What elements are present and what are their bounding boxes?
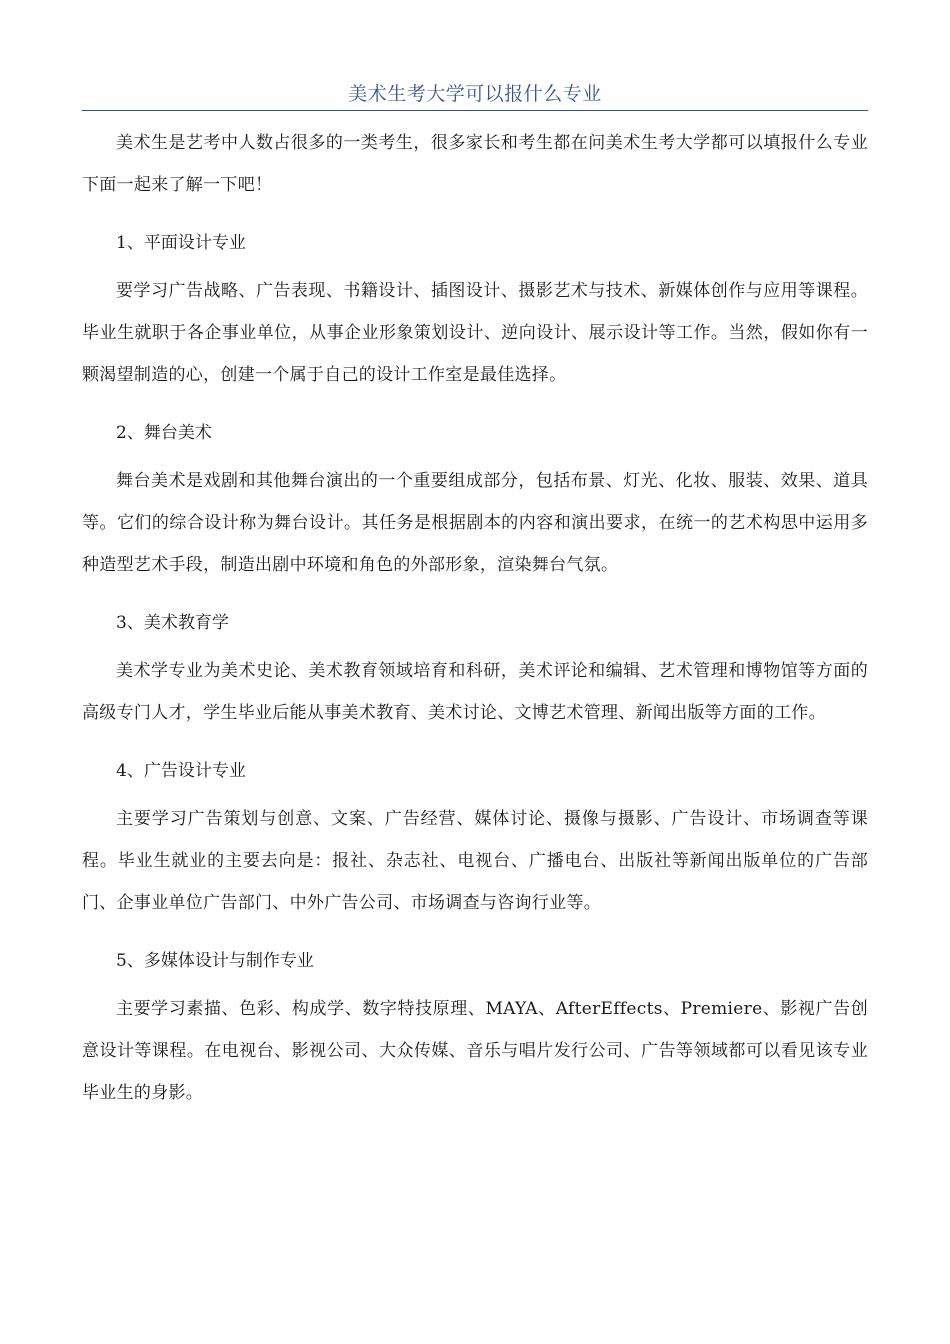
section-paragraph: 主要学习广告策划与创意、文案、广告经营、媒体讨论、摄像与摄影、广告设计、市场调查等课程。毕业生就业的主要去向是：报社、杂志社、电视台、广播电台、出版社等新闻出版单位的广告部门、企事业单位广告部门、中外广告公司、市场调查与咨询行业等。 — [82, 809, 868, 913]
document-body — [82, 122, 868, 1114]
section-paragraph: 要学习广告战略、广告表现、书籍设计、插图设计、摄影艺术与技术、新媒体创作与应用等课程。毕业生就职于各企事业单位，从事企业形象策划设计、逆向设计、展示设计等工作。当然，假如你有一颗渴望制造的心，创建一个属于自己的设计工作室是最佳选择。 — [82, 281, 868, 385]
section-heading: 4、广告设计专业 — [116, 761, 246, 781]
page-header — [82, 80, 868, 111]
section-heading: 2、舞台美术 — [116, 423, 212, 443]
page-title: 美术生考大学可以报什么专业 — [348, 83, 602, 105]
section-paragraph: 主要学习素描、色彩、构成学、数字特技原理、MAYA、AfterEffects、Premiere、影视广告创意设计等课程。在电视台、影视公司、大众传媒、音乐与唱片发行公司、广告等领域都可以看见该专业毕业生的身影。 — [82, 999, 869, 1103]
section-paragraph: 舞台美术是戏剧和其他舞台演出的一个重要组成部分，包括布景、灯光、化妆、服装、效果、道具等。它们的综合设计称为舞台设计。其任务是根据剧本的内容和演出要求，在统一的艺术构思中运用多种造型艺术手段，制造出剧中环境和角色的外部形象，渲染舞台气氛。 — [82, 471, 868, 575]
section-heading: 1、平面设计专业 — [116, 233, 246, 253]
intro-paragraph: 美术生是艺考中人数占很多的一类考生，很多家长和考生都在问美术生考大学都可以填报什么专业下面一起来了解一下吧！ — [82, 133, 868, 195]
section-heading: 3、美术教育学 — [116, 613, 229, 633]
section-paragraph: 美术学专业为美术史论、美术教育领域培育和科研，美术评论和编辑、艺术管理和博物馆等方面的高级专门人才，学生毕业后能从事美术教育、美术讨论、文博艺术管理、新闻出版等方面的工作。 — [82, 661, 868, 723]
section-heading: 5、多媒体设计与制作专业 — [116, 951, 314, 971]
